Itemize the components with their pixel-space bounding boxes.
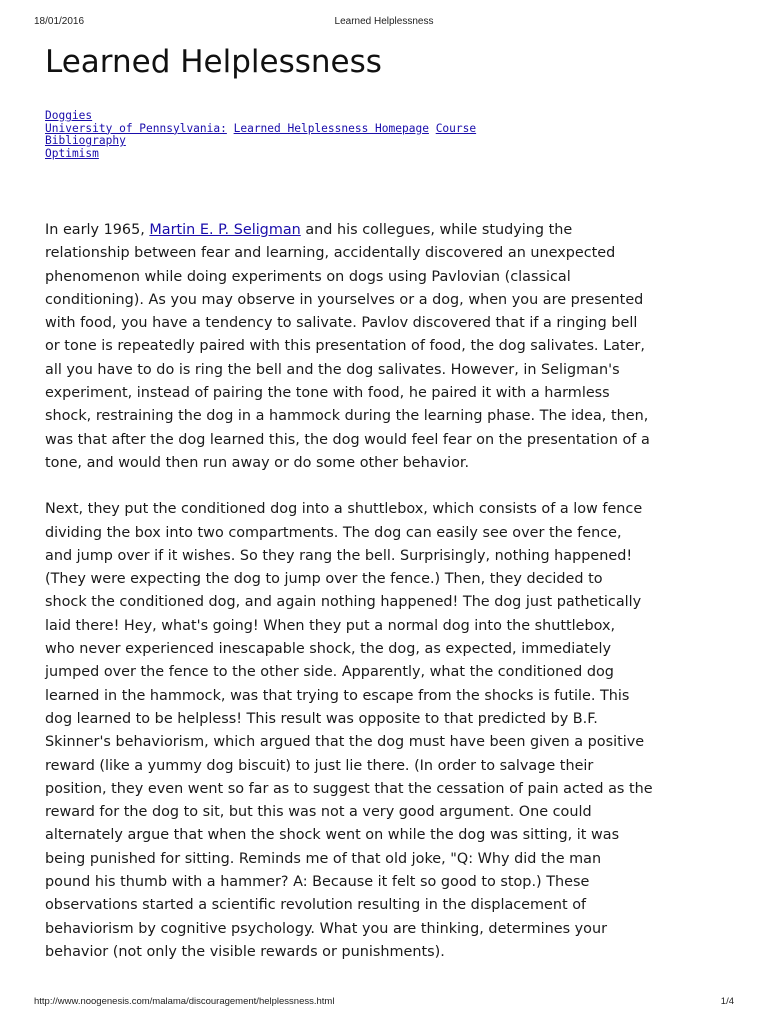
text-line: and jump over if it wishes. So they rang the bell. Surprisingly, nothing happened!: [45, 547, 633, 564]
text-line: pound his thumb with a hammer? A: Because it felt so good to stop.) These: [45, 874, 590, 891]
text-line: with food, you have a tendency to salivate. Pavlov discovered that if a ringing bell: [45, 315, 638, 332]
text-line: jumped over the fence to the other side. Apparently, what the conditioned dog: [45, 664, 614, 681]
text-line: phenomenon while doing experiments on dogs using Pavlovian (classical: [45, 268, 571, 285]
text-line: Skinner's behaviorism, which argued that the dog must have been given a positive: [45, 734, 645, 751]
text-line: being punished for sitting. Reminds me of that old joke, "Q: Why did the man: [45, 850, 602, 867]
print-header: [34, 16, 734, 30]
text-line: reward (like a yummy dog biscuit) to just lie there. (In order to salvage their: [45, 757, 594, 774]
text-line: who never experienced inescapable shock, the dog, as expected, immediately: [45, 641, 612, 658]
text-line: dividing the box into two compartments. The dog can easily see over the fence,: [45, 524, 622, 541]
print-url: http://www.noogenesis.com/malama/discouragement/helplessness.html: [34, 996, 335, 1007]
link-homepage[interactable]: Learned Helplessness Homepage: [233, 121, 429, 135]
paragraph-2: [45, 498, 735, 964]
text-line: behaviorism by cognitive psychology. What you are thinking, determines your: [45, 920, 607, 937]
page-number: 1/4: [720, 996, 734, 1007]
print-date: 18/01/2016: [34, 16, 85, 27]
paragraph-1-line-1: In early 1965, Martin E. P. Seligman and his collegues, while studying the: [45, 222, 573, 238]
text-line: laid there! Hey, what's going! When they put a normal dog into the shuttlebox,: [45, 617, 616, 634]
text-line: shock the conditioned dog, and again nothing happened! The dog just pathetically: [45, 594, 642, 611]
link-upenn[interactable]: University of Pennsylvania:: [45, 121, 227, 135]
text-line: was that after the dog learned this, the dog would feel fear on the presentation of a: [45, 431, 650, 448]
text-line: position, they even went so far as to suggest that the cessation of pain acted as the: [45, 780, 653, 797]
text-line: learned in the hammock, was that trying to escape from the shocks is futile. This: [45, 687, 630, 704]
link-bibliography[interactable]: Bibliography: [45, 134, 126, 147]
link-course[interactable]: Course: [435, 121, 477, 135]
text-line: behavior (not only the visible rewards or punishments).: [45, 943, 445, 960]
text-line: dog learned to be helpless! This result was opposite to that predicted by B.F.: [45, 710, 598, 727]
print-footer: [34, 996, 734, 1010]
page-title: Learned Helplessness: [45, 44, 382, 80]
print-doc-title: Learned Helplessness: [334, 16, 434, 27]
paragraph-1: [45, 219, 735, 475]
link-doggies[interactable]: Doggies: [45, 109, 93, 122]
text-line: experiment, instead of pairing the tone with food, he paired it with a harmless: [45, 385, 610, 402]
text-line: shock, restraining the dog in a hammock during the learning phase. The idea, then,: [45, 408, 649, 425]
text-line: relationship between fear and learning, accidentally discovered an unexpected: [45, 245, 616, 262]
text-line: observations started a scientific revolution resulting in the displacement of: [45, 897, 587, 914]
text-line: alternately argue that when the shock went on while the dog was sitting, it was: [45, 827, 620, 844]
text-line: Next, they put the conditioned dog into a shuttlebox, which consists of a low fence: [45, 501, 643, 518]
article-content: [45, 219, 735, 987]
link-optimism[interactable]: Optimism: [45, 146, 99, 160]
link-seligman[interactable]: Martin E. P. Seligman: [149, 222, 301, 238]
text-line: reward for the dog to sit, but this was not a very good argument. One could: [45, 804, 592, 821]
text-line: conditioning). As you may observe in yourselves or a dog, when you are presented: [45, 291, 644, 308]
text-line: or tone is repeatedly paired with this presentation of food, the dog salivates. Later,: [45, 338, 645, 355]
nav-links: [45, 110, 565, 160]
text-line: (They were expecting the dog to jump over the fence.) Then, they decided to: [45, 571, 603, 588]
text-line: tone, and would then run away or do some other behavior.: [45, 454, 470, 471]
text-line: all you have to do is ring the bell and the dog salivates. However, in Seligman's: [45, 361, 620, 378]
